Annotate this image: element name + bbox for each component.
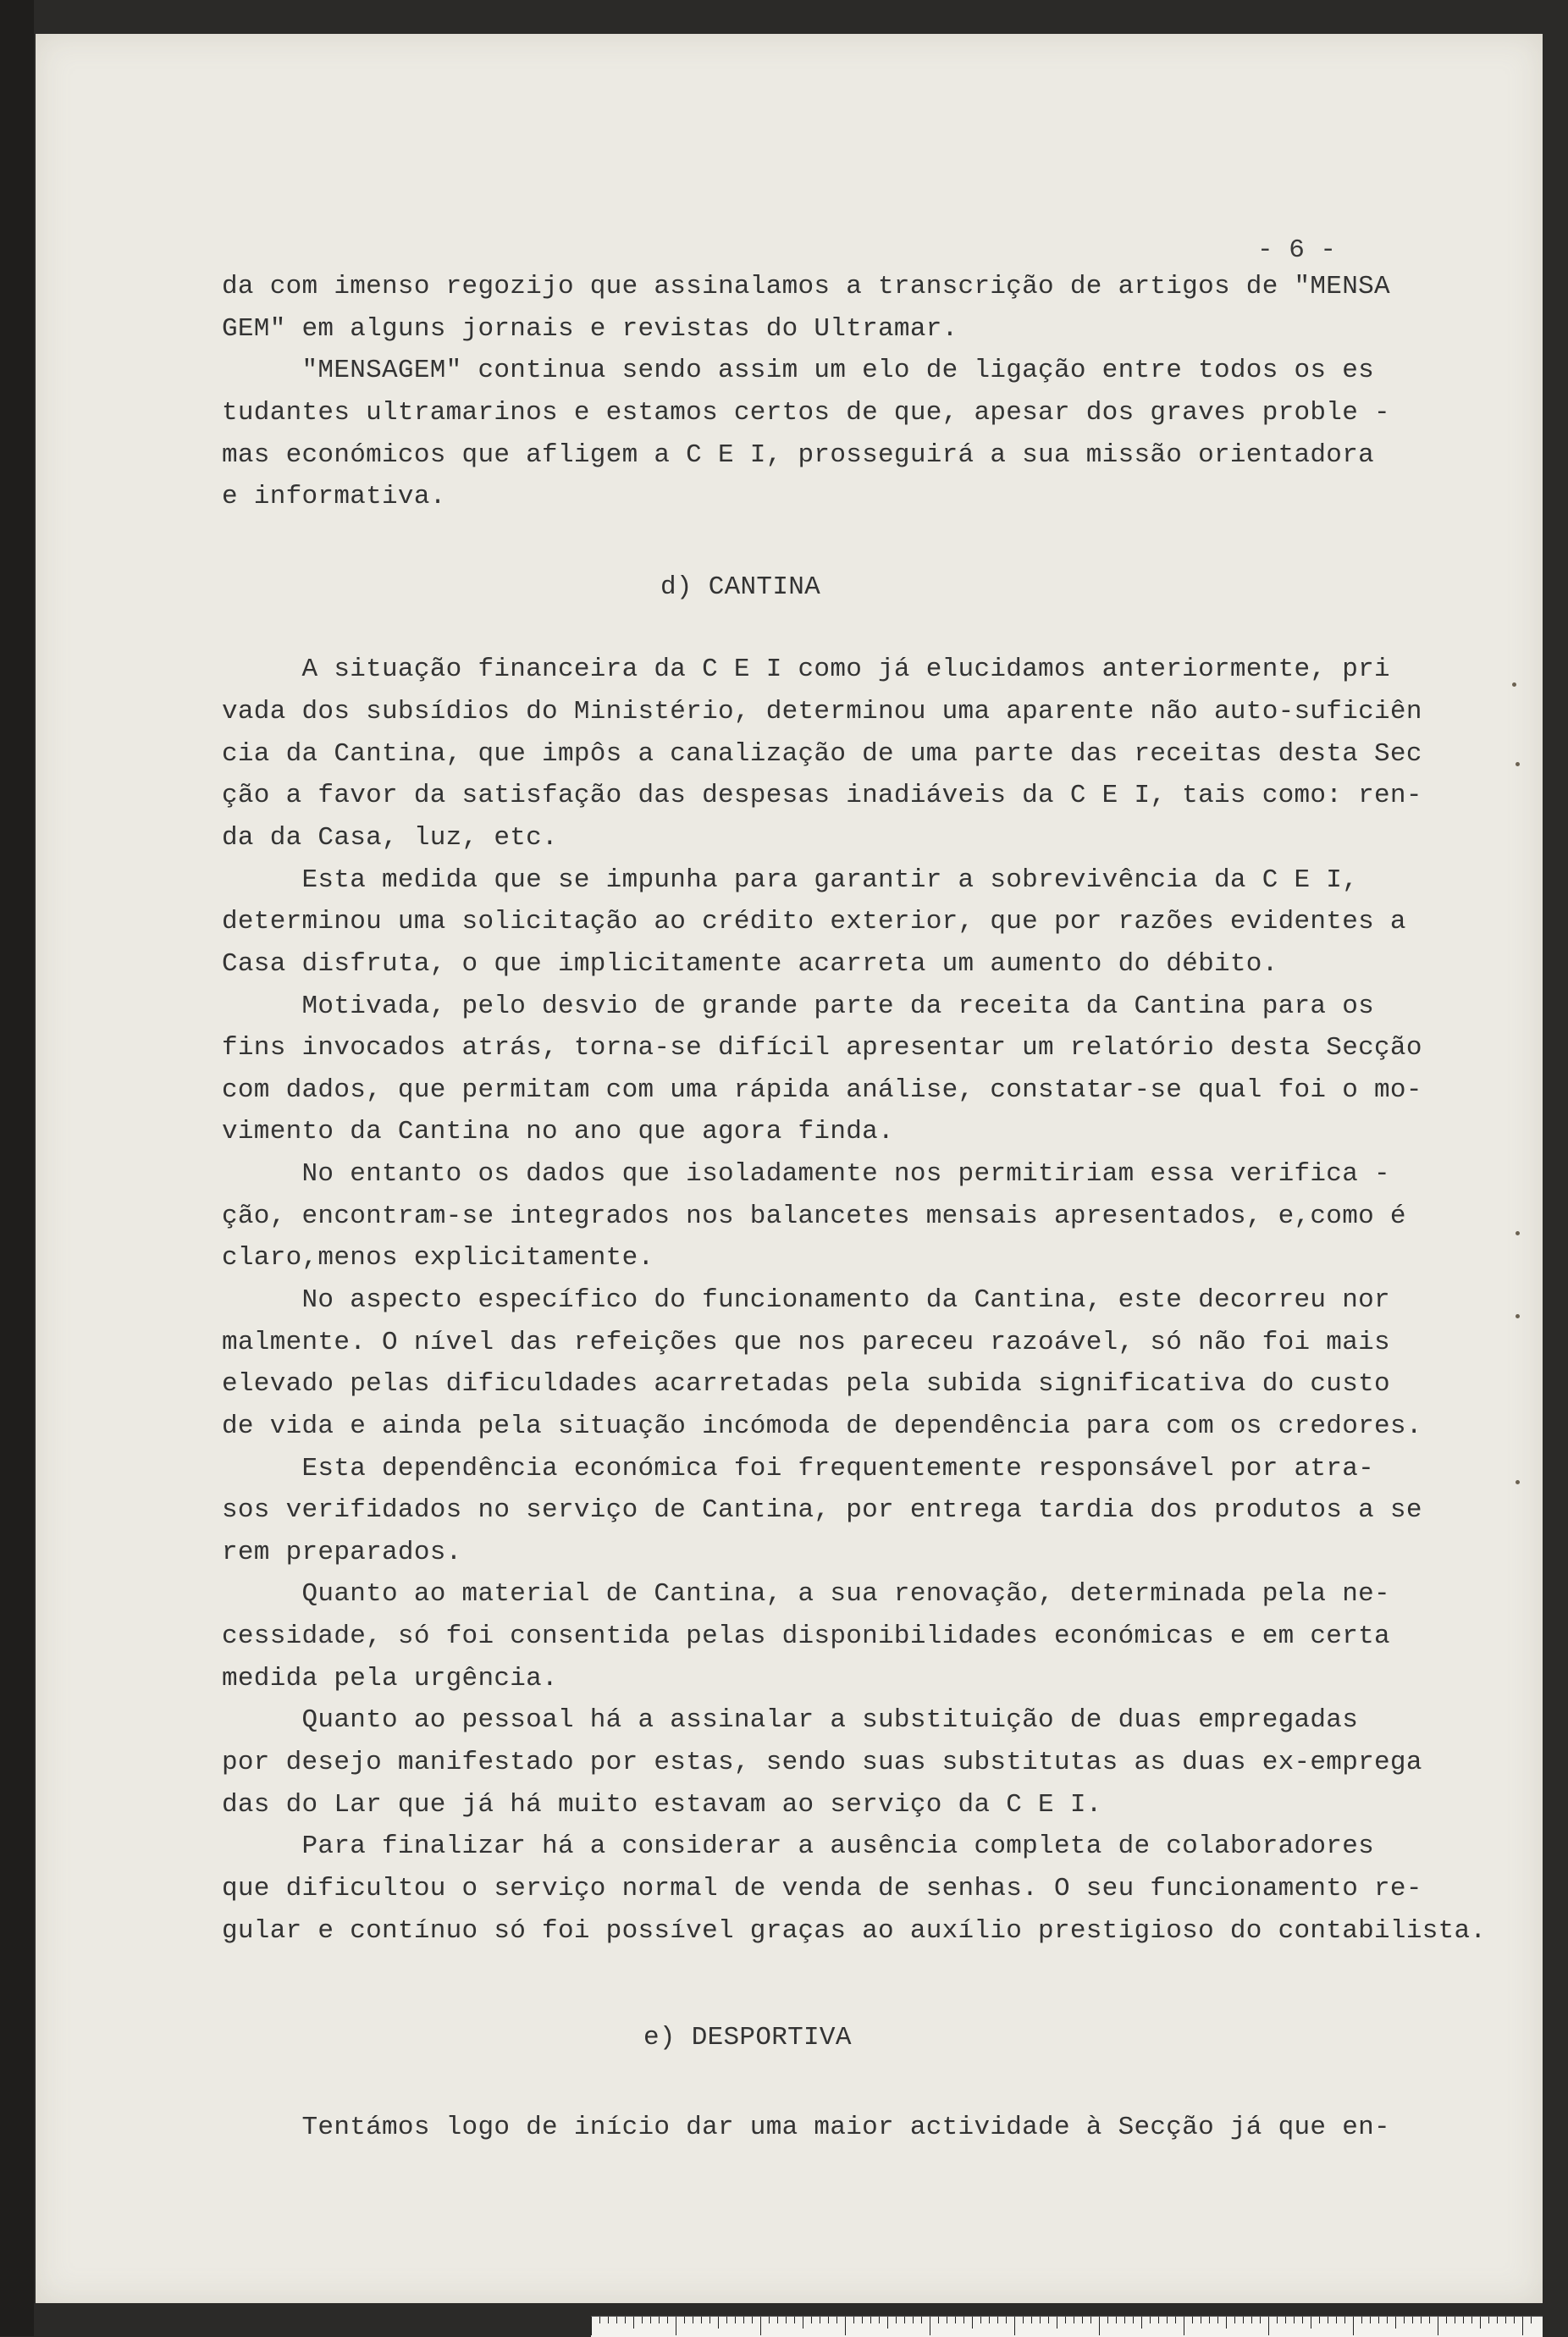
text-line: Quanto ao pessoal há a assinalar a substituição de duas empregadas bbox=[222, 1705, 1359, 1735]
ruler-tick bbox=[836, 2317, 837, 2323]
ruler-tick bbox=[684, 2317, 685, 2323]
ruler-tick bbox=[1361, 2317, 1362, 2323]
paper-speck bbox=[1512, 682, 1516, 687]
ruler-tick bbox=[1488, 2317, 1489, 2323]
ruler-tick bbox=[650, 2317, 651, 2323]
ruler-tick bbox=[667, 2317, 668, 2323]
ruler-tick bbox=[963, 2317, 964, 2323]
paper-speck bbox=[1516, 762, 1520, 766]
ruler-tick bbox=[1446, 2317, 1447, 2323]
ruler-tick bbox=[1336, 2317, 1337, 2323]
ruler-tick bbox=[1302, 2317, 1303, 2323]
ruler-tick bbox=[828, 2317, 829, 2323]
ruler-tick bbox=[1344, 2317, 1345, 2323]
scan-ruler bbox=[591, 2316, 1543, 2337]
ruler-tick bbox=[1099, 2317, 1100, 2335]
ruler-tick bbox=[862, 2317, 863, 2323]
ruler-tick bbox=[1133, 2317, 1134, 2323]
ruler-tick bbox=[1268, 2317, 1269, 2335]
ruler-tick bbox=[980, 2317, 981, 2323]
ruler-tick bbox=[1514, 2317, 1515, 2323]
paper-speck bbox=[1516, 1231, 1520, 1235]
ruler-tick bbox=[786, 2317, 787, 2323]
ruler-tick bbox=[752, 2317, 753, 2323]
ruler-tick bbox=[955, 2317, 956, 2323]
text-line: gular e contínuo só foi possível graças ao auxílio prestigioso do contabilista. bbox=[222, 1916, 1487, 1946]
text-line: cia da Cantina, que impôs a canalização de uma parte das receitas desta Sec bbox=[222, 739, 1422, 769]
ruler-tick bbox=[777, 2317, 778, 2323]
text-line: claro,menos explicitamente. bbox=[222, 1243, 654, 1273]
ruler-tick bbox=[1277, 2317, 1278, 2323]
text-line: rem preparados. bbox=[222, 1538, 462, 1567]
ruler-tick bbox=[1285, 2317, 1286, 2323]
text-line: Quanto ao material de Cantina, a sua renovação, determinada pela ne- bbox=[222, 1579, 1390, 1609]
ruler-tick bbox=[853, 2317, 854, 2323]
ruler-tick bbox=[1353, 2317, 1354, 2335]
ruler-tick bbox=[743, 2317, 744, 2323]
text-line: elevado pelas dificuldades acarretadas pela subida significativa do custo bbox=[222, 1369, 1390, 1399]
text-line: com dados, que permitam com uma rápida análise, constatar-se qual foi o mo- bbox=[222, 1075, 1422, 1105]
ruler-tick bbox=[1251, 2317, 1252, 2323]
text-line: mas económicos que afligem a C E I, prosseguirá a sua missão orientadora bbox=[222, 440, 1375, 470]
ruler-tick bbox=[1226, 2317, 1227, 2329]
text-line: ção, encontram-se integrados nos balancetes mensais apresentados, e,como é bbox=[222, 1202, 1406, 1231]
paper-speck bbox=[1516, 1314, 1520, 1318]
ruler-tick bbox=[1150, 2317, 1151, 2323]
text-line: da com imenso regozijo que assinalamos a transcrição de artigos de "MENSA bbox=[222, 272, 1390, 301]
text-line: GEM" em alguns jornais e revistas do Ultramar. bbox=[222, 314, 958, 344]
ruler-tick bbox=[625, 2317, 626, 2323]
text-line: cessidade, só foi consentida pelas disponibilidades económicas e em certa bbox=[222, 1622, 1390, 1651]
ruler-tick bbox=[709, 2317, 710, 2323]
ruler-tick bbox=[1378, 2317, 1379, 2323]
page-number: - 6 - bbox=[1257, 235, 1337, 265]
ruler-tick bbox=[989, 2317, 990, 2323]
text-line: No entanto os dados que isoladamente nos permitiriam essa verifica - bbox=[222, 1159, 1390, 1189]
ruler-tick bbox=[769, 2317, 770, 2323]
text-line: ção a favor da satisfação das despesas inadiáveis da C E I, tais como: ren- bbox=[222, 781, 1422, 810]
text-line: Motivada, pelo desvio de grande parte da receita da Cantina para os bbox=[222, 992, 1375, 1021]
ruler-tick bbox=[1395, 2317, 1396, 2329]
ruler-tick bbox=[879, 2317, 880, 2323]
ruler-tick bbox=[1429, 2317, 1430, 2323]
ruler-tick bbox=[904, 2317, 905, 2323]
ruler-tick bbox=[1217, 2317, 1218, 2323]
ruler-tick bbox=[1175, 2317, 1176, 2323]
text-line: Esta dependência económica foi frequentemente responsável por atra- bbox=[222, 1454, 1375, 1483]
ruler-tick bbox=[1209, 2317, 1210, 2323]
ruler-tick bbox=[1260, 2317, 1261, 2323]
ruler-tick bbox=[1040, 2317, 1041, 2323]
text-line: Esta medida que se impunha para garantir a sobrevivência da C E I, bbox=[222, 865, 1359, 895]
text-line: determinou uma solicitação ao crédito exterior, que por razões evidentes a bbox=[222, 907, 1406, 936]
text-line: Tentámos logo de início dar uma maior actividade à Secção já que en- bbox=[222, 2113, 1390, 2142]
ruler-tick bbox=[1480, 2317, 1481, 2329]
ruler-tick bbox=[642, 2317, 643, 2323]
ruler-tick bbox=[1090, 2317, 1091, 2323]
ruler-tick bbox=[1065, 2317, 1066, 2323]
ruler-tick bbox=[718, 2317, 719, 2329]
ruler-tick bbox=[1234, 2317, 1235, 2323]
text-line: de vida e ainda pela situação incómoda de dependência para com os credores. bbox=[222, 1412, 1422, 1441]
text-line: por desejo manifestado por estas, sendo suas substitutas as duas ex-emprega bbox=[222, 1748, 1422, 1777]
ruler-tick bbox=[1124, 2317, 1125, 2323]
ruler-tick bbox=[794, 2317, 795, 2323]
ruler-tick bbox=[1421, 2317, 1422, 2323]
paper-speck bbox=[1516, 1480, 1520, 1484]
text-line: que dificultou o serviço normal de venda de senhas. O seu funcionamento re- bbox=[222, 1874, 1422, 1903]
text-line: No aspecto específico do funcionamento da Cantina, este decorreu nor bbox=[222, 1285, 1390, 1315]
text-line: vimento da Cantina no ano que agora finda. bbox=[222, 1117, 894, 1146]
ruler-tick bbox=[1463, 2317, 1464, 2323]
ruler-tick bbox=[599, 2317, 600, 2323]
ruler-tick bbox=[938, 2317, 939, 2323]
ruler-tick bbox=[591, 2317, 592, 2335]
ruler-tick bbox=[1006, 2317, 1007, 2323]
ruler-tick bbox=[1531, 2317, 1532, 2323]
ruler-tick bbox=[1082, 2317, 1083, 2323]
text-line: vada dos subsídios do Ministério, determinou uma aparente não auto-suficiên bbox=[222, 697, 1422, 727]
ruler-tick bbox=[1294, 2317, 1295, 2323]
ruler-tick bbox=[760, 2317, 761, 2335]
ruler-tick bbox=[913, 2317, 914, 2323]
ruler-tick bbox=[997, 2317, 998, 2323]
ruler-tick bbox=[726, 2317, 727, 2323]
ruler-tick bbox=[1107, 2317, 1108, 2323]
ruler-tick bbox=[1014, 2317, 1015, 2335]
ruler-tick bbox=[1141, 2317, 1142, 2329]
ruler-tick bbox=[1370, 2317, 1371, 2323]
ruler-tick bbox=[1387, 2317, 1388, 2323]
scan-background-edge bbox=[0, 0, 34, 2336]
ruler-tick bbox=[921, 2317, 922, 2323]
text-line: e informativa. bbox=[222, 482, 446, 511]
text-line: malmente. O nível das refeições que nos pareceu razoável, só não foi mais bbox=[222, 1328, 1390, 1357]
text-line: fins invocados atrás, torna-se difícil apresentar um relatório desta Secção bbox=[222, 1033, 1422, 1063]
ruler-tick bbox=[845, 2317, 846, 2335]
text-line: Casa disfruta, o que implicitamente acarreta um aumento do débito. bbox=[222, 949, 1278, 979]
ruler-tick bbox=[1158, 2317, 1159, 2323]
ruler-tick bbox=[811, 2317, 812, 2323]
section-heading-cantina: d) CANTINA bbox=[660, 572, 821, 602]
ruler-tick bbox=[1497, 2317, 1498, 2323]
text-line: A situação financeira da C E I como já elucidamos anteriormente, pri bbox=[222, 655, 1390, 684]
ruler-tick bbox=[1404, 2317, 1405, 2323]
text-line: Para finalizar há a considerar a ausência completa de colaboradores bbox=[222, 1831, 1375, 1861]
ruler-tick bbox=[633, 2317, 634, 2329]
ruler-tick bbox=[1412, 2317, 1413, 2323]
ruler-tick bbox=[701, 2317, 702, 2323]
ruler-tick bbox=[1522, 2317, 1523, 2335]
ruler-tick bbox=[1048, 2317, 1049, 2323]
ruler-tick bbox=[1192, 2317, 1193, 2323]
text-line: "MENSAGEM" continua sendo assim um elo de ligação entre todos os es bbox=[222, 356, 1375, 385]
ruler-tick bbox=[1116, 2317, 1117, 2323]
ruler-tick bbox=[972, 2317, 973, 2329]
ruler-tick bbox=[659, 2317, 660, 2323]
ruler-tick bbox=[896, 2317, 897, 2323]
ruler-tick bbox=[616, 2317, 617, 2323]
ruler-tick bbox=[870, 2317, 871, 2323]
ruler-tick bbox=[1031, 2317, 1032, 2323]
ruler-tick bbox=[1023, 2317, 1024, 2323]
ruler-tick bbox=[1471, 2317, 1472, 2323]
section-heading-desportiva: e) DESPORTIVA bbox=[643, 2023, 852, 2052]
ruler-tick bbox=[1505, 2317, 1506, 2323]
ruler-tick bbox=[1167, 2317, 1168, 2323]
ruler-tick bbox=[608, 2317, 609, 2323]
ruler-tick bbox=[887, 2317, 888, 2329]
ruler-tick bbox=[1319, 2317, 1320, 2323]
text-line: tudantes ultramarinos e estamos certos de que, apesar dos graves proble - bbox=[222, 398, 1390, 428]
ruler-tick bbox=[735, 2317, 736, 2323]
text-line: das do Lar que já há muito estavam ao serviço da C E I. bbox=[222, 1790, 1102, 1820]
text-line: sos verifidados no serviço de Cantina, por entrega tardia dos produtos a se bbox=[222, 1495, 1422, 1525]
text-line: medida pela urgência. bbox=[222, 1664, 558, 1693]
text-line: da da Casa, luz, etc. bbox=[222, 823, 558, 853]
ruler-tick bbox=[1243, 2317, 1244, 2323]
